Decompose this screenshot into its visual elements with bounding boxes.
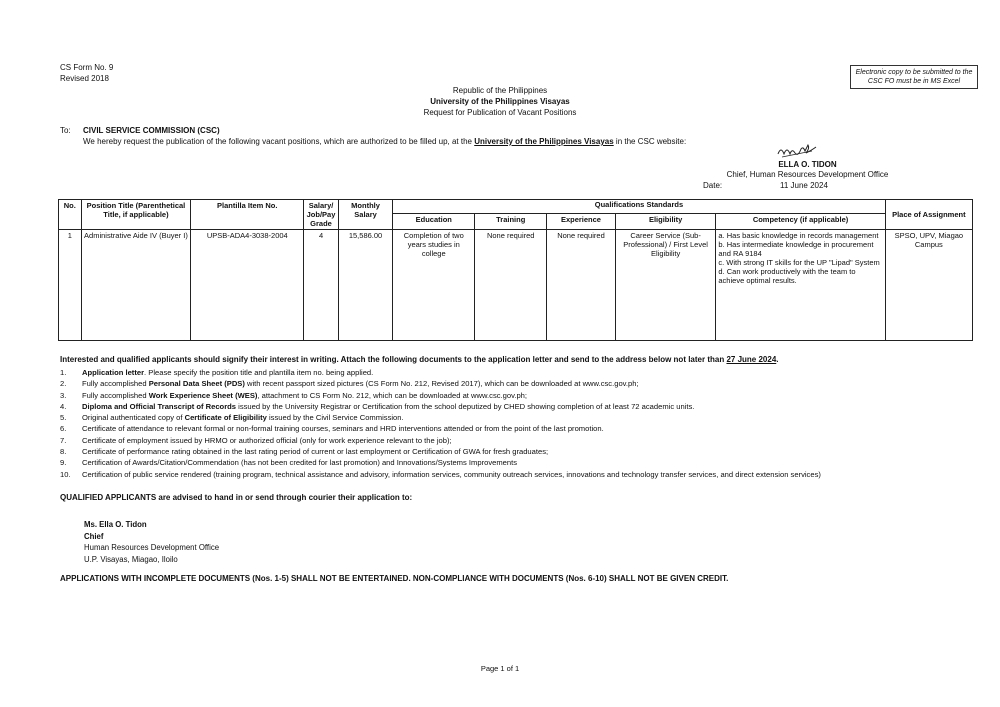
- excel-note-box: Electronic copy to be submitted to the CSC FO must be in MS Excel: [850, 65, 978, 89]
- header-university: University of the Philippines Visayas: [430, 97, 570, 106]
- cell-plantilla: UPSB-ADA4-3038-2004: [191, 230, 304, 341]
- to-label: To:: [60, 126, 71, 135]
- header-education: Education: [393, 213, 475, 229]
- signatory-title: Chief, Human Resources Development Office: [726, 170, 889, 179]
- list-item: 2. Fully accomplished Personal Data Sheet (PDS) with recent passport sized pictures (CS Form No. 212, Revised 2017), which can be downloaded at www.csc.gov.ph;: [60, 379, 639, 389]
- org-name: University of the Philippines Visayas: [474, 137, 614, 146]
- header-position: Position Title (Parenthetical Title, if applicable): [81, 200, 191, 230]
- address-position: Chief: [84, 531, 104, 541]
- header-training: Training: [475, 213, 547, 229]
- header-place: Place of Assignment: [885, 200, 972, 230]
- list-item: 7. Certificate of employment issued by HRMO or authorized official (only for work experience relevant to the job);: [60, 435, 452, 445]
- cell-monthly-salary: 15,586.00: [338, 230, 392, 341]
- date-label: Date:: [703, 181, 723, 190]
- header-title: Request for Publication of Vacant Positions: [423, 108, 577, 117]
- cell-no: 1: [59, 230, 82, 341]
- signatory-name: ELLA O. TIDON: [778, 160, 837, 169]
- cell-position: Administrative Aide IV (Buyer I): [81, 230, 191, 341]
- form-number: [60, 62, 113, 84]
- competency-d: d. Can work productively with the team to achieve optimal results.: [718, 267, 856, 285]
- header-republic: Republic of the Philippines: [452, 86, 548, 95]
- address-name: Ms. Ella O. Tidon: [84, 520, 147, 529]
- page-number: Page 1 of 1: [480, 664, 520, 673]
- list-item: 1. Application letter. Please specify the position title and plantilla item no. being applied.: [60, 368, 374, 377]
- cell-competency: [716, 230, 885, 341]
- header-monthly-salary: Monthly Salary: [338, 200, 392, 230]
- table-row: [59, 230, 973, 341]
- deadline: 27 June 2024: [726, 355, 777, 364]
- address-office: Human Resources Development Office: [84, 543, 220, 552]
- header-salary-grade: Salary/ Job/Pay Grade: [304, 200, 339, 230]
- cell-salary-grade: 4: [304, 230, 339, 341]
- competency-a: a. Has basic knowledge in records management: [718, 231, 879, 240]
- header-qualifications: Qualifications Standards: [393, 200, 885, 214]
- requirements-list: [60, 367, 980, 480]
- cell-eligibility: Career Service (Sub-Professional) / First Level Eligibility: [615, 230, 716, 341]
- requirements-intro: Interested and qualified applicants should signify their interest in writing. Attach the following documents to the application letter and send to the address below not later than 27 June 2024.: [60, 355, 779, 364]
- cell-education: Completion of two years studies in college: [393, 230, 475, 341]
- list-item: 10. Certification of public service rendered (training program, technical assistance and advisory, information services, community outreach services, innovations and technology transfer services, and direct extension services): [60, 469, 821, 479]
- list-item: 3. Fully accomplished Work Experience Sheet (WES), attachment to CS Form No. 212, which can be downloaded at www.csc.gov.ph;: [60, 390, 527, 400]
- recipient-line: [60, 125, 220, 137]
- form-revised-text: Revised 2018: [60, 74, 109, 83]
- list-item: 4. Diploma and Official Transcript of Records issued by the University Registrar or Certification from the school deputized by CHED showing completion of at least 72 academic units.: [60, 401, 695, 411]
- recipient: CIVIL SERVICE COMMISSION (CSC): [83, 126, 220, 135]
- cell-experience: None required: [547, 230, 616, 341]
- header-competency: Competency (if applicable): [716, 213, 885, 229]
- mailing-address: [84, 519, 219, 565]
- list-item: 8. Certificate of performance rating obtained in the last rating period of current or last employment or Certification of GWA for fresh graduates;: [60, 447, 549, 457]
- header-plantilla: Plantilla Item No.: [191, 200, 304, 230]
- request-statement: We hereby request the publication of the following vacant positions, which are authorized to be filled up, at the University of the Philippines Visayas in the CSC website:: [83, 137, 687, 146]
- list-item: 6. Certificate of attendance to relevant formal or non-formal training courses, seminars and HRD interventions attended or from the point of the last promotion.: [60, 424, 604, 434]
- vacant-positions-table: [58, 199, 973, 341]
- competency-c: c. With strong IT skills for the UP "Lipad" System: [718, 258, 880, 267]
- handwritten-signature: [774, 140, 822, 160]
- header-no: No.: [59, 200, 82, 230]
- address-location: U.P. Visayas, Miagao, Iloilo: [84, 554, 178, 564]
- form-no-text: CS Form No. 9: [60, 63, 114, 72]
- list-item: 5. Original authenticated copy of Certificate of Eligibility issued by the Civil Service Commission.: [60, 413, 404, 423]
- header-experience: Experience: [547, 213, 616, 229]
- competency-b: b. Has intermediate knowledge in procurement and RA 9184: [718, 240, 874, 258]
- cell-training: None required: [475, 230, 547, 341]
- document-header: [0, 85, 1000, 118]
- header-eligibility: Eligibility: [615, 213, 716, 229]
- cell-place: SPSO, UPV, Miagao Campus: [885, 230, 972, 341]
- final-notice: APPLICATIONS WITH INCOMPLETE DOCUMENTS (Nos. 1-5) SHALL NOT BE ENTERTAINED. NON-COMPLIANCE WITH DOCUMENTS (Nos. 6-10) SHALL NOT BE GIVEN CREDIT.: [60, 574, 729, 583]
- qualified-applicants-note: QUALIFIED APPLICANTS are advised to hand in or send through courier their application to:: [60, 493, 413, 502]
- date-value: 11 June 2024: [780, 181, 828, 190]
- signatory-block: [720, 160, 895, 180]
- list-item: 9. Certification of Awards/Citation/Commendation (has not been credited for last promotion) and Innovations/Systems Improvements: [60, 458, 518, 468]
